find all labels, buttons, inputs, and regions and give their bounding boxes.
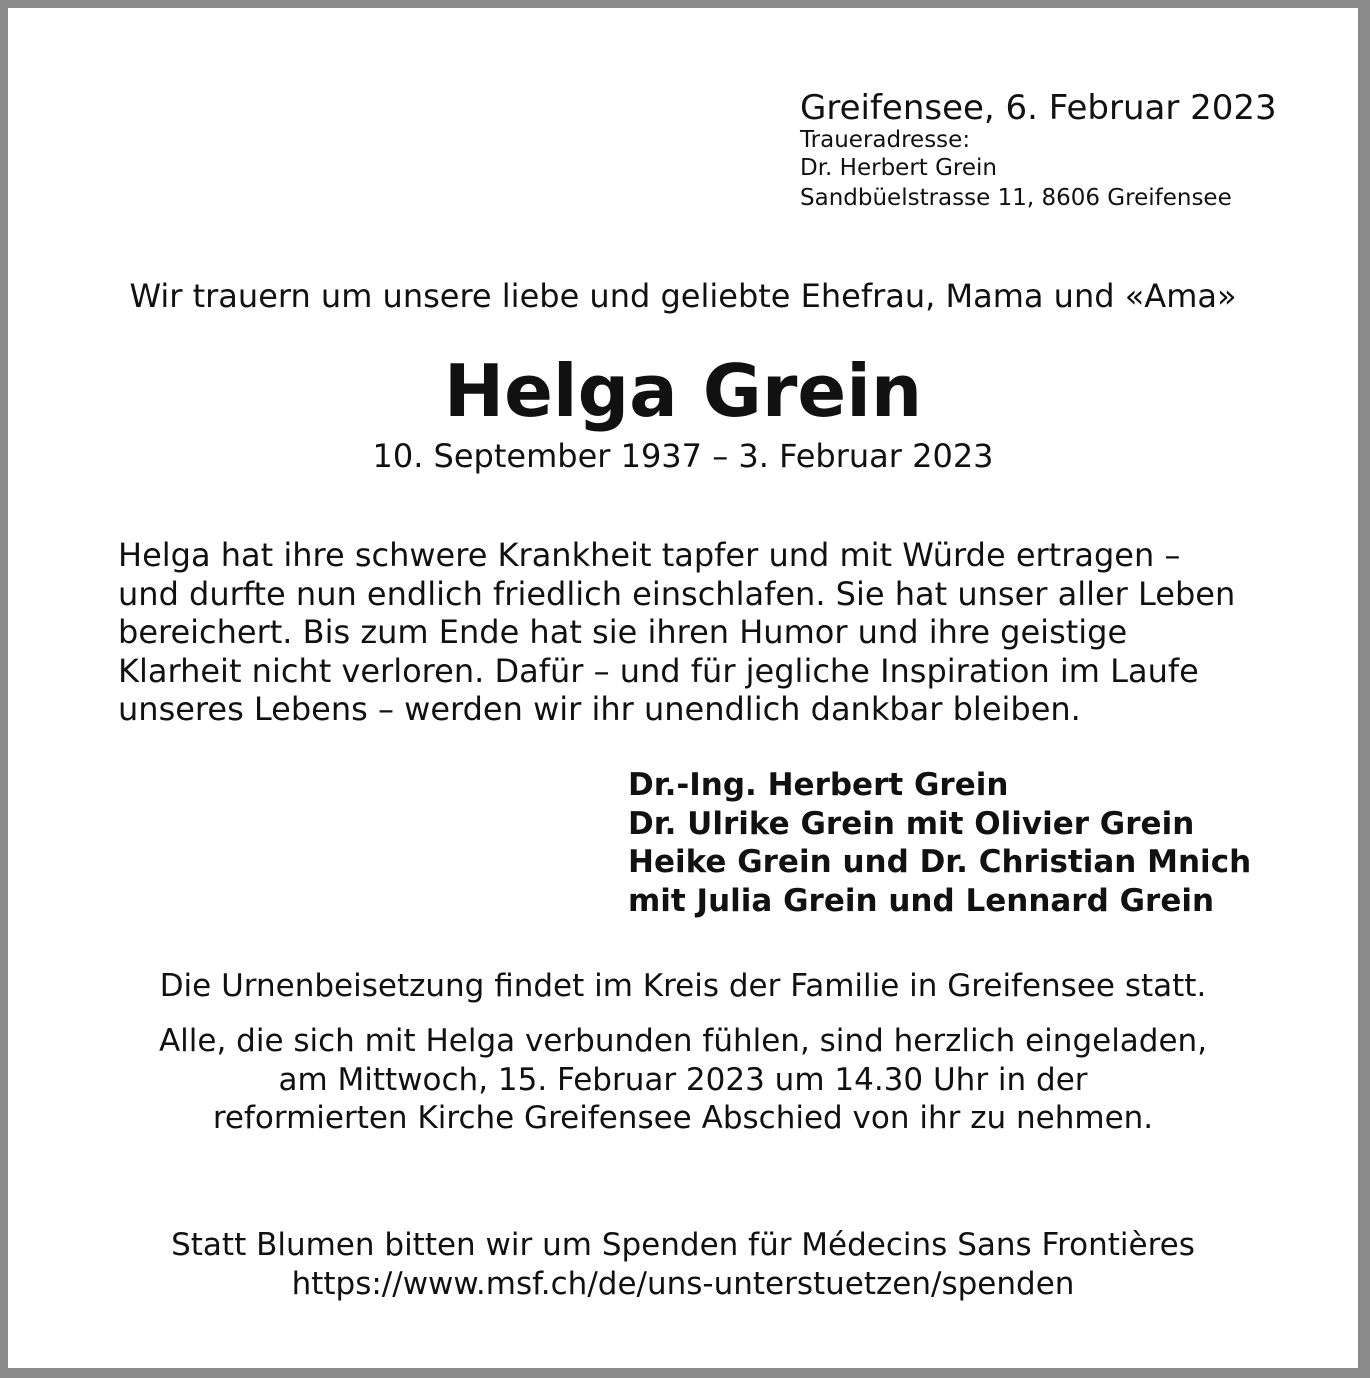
tribute-line: Klarheit nicht verloren. Dafür – und für jegliche Inspiration im Laufe	[118, 651, 1199, 690]
mourner-name: Dr. Ulrike Grein mit Olivier Grein	[628, 805, 1195, 842]
mourner-name: mit Julia Grein und Lennard Grein	[628, 882, 1215, 919]
mourning-address-street: Sandbüelstrasse 11, 8606 Greifensee	[800, 185, 1232, 211]
deceased-name: Helga Grein	[443, 349, 923, 433]
mourner-name: Dr.-Ing. Herbert Grein	[628, 767, 1009, 803]
urn-burial-notice: Die Urnenbeisetzung findet im Kreis der Familie in Greifensee statt.	[159, 968, 1207, 1004]
invitation-line: reformierten Kirche Greifensee Abschied von ihr zu nehmen.	[212, 1100, 1154, 1137]
tribute-line: und durfte nun endlich friedlich einschlafen. Sie hat unser aller Leben	[118, 574, 1236, 613]
tribute-line: Helga hat ihre schwere Krankheit tapfer und mit Würde ertragen –	[118, 536, 1181, 574]
tribute-text	[118, 536, 1235, 729]
place-date: Greifensee, 6. Februar 2023	[800, 88, 1277, 128]
tribute-line: unseres Lebens – werden wir ihr unendlich dankbar bleiben.	[118, 690, 1081, 729]
farewell-invitation	[8, 1022, 1358, 1138]
mourner-name: Heike Grein und Dr. Christian Mnich	[628, 844, 1252, 881]
invitation-line: am Mittwoch, 15. Februar 2023 um 14.30 Uhr in der	[278, 1061, 1088, 1098]
invitation-line: Alle, die sich mit Helga verbunden fühlen, sind herzlich eingeladen,	[158, 1023, 1208, 1059]
life-dates: 10. September 1937 – 3. Februar 2023	[372, 437, 994, 475]
donation-text: Statt Blumen bitten wir um Spenden für Médecins Sans Frontières	[171, 1227, 1195, 1263]
donation-request	[8, 1226, 1358, 1303]
mourning-address-name: Dr. Herbert Grein	[800, 155, 998, 181]
donation-url: https://www.msf.ch/de/uns-unterstuetzen/spenden	[291, 1265, 1075, 1302]
mourning-address-label: Traueradresse:	[800, 127, 971, 153]
tribute-line: bereichert. Bis zum Ende hat sie ihren Humor und ihre geistige	[118, 613, 1128, 652]
intro-line: Wir trauern um unsere liebe und geliebte Ehefrau, Mama und «Ama»	[129, 277, 1237, 315]
obituary-notice	[8, 8, 1358, 1368]
mourners-list	[628, 766, 1251, 920]
